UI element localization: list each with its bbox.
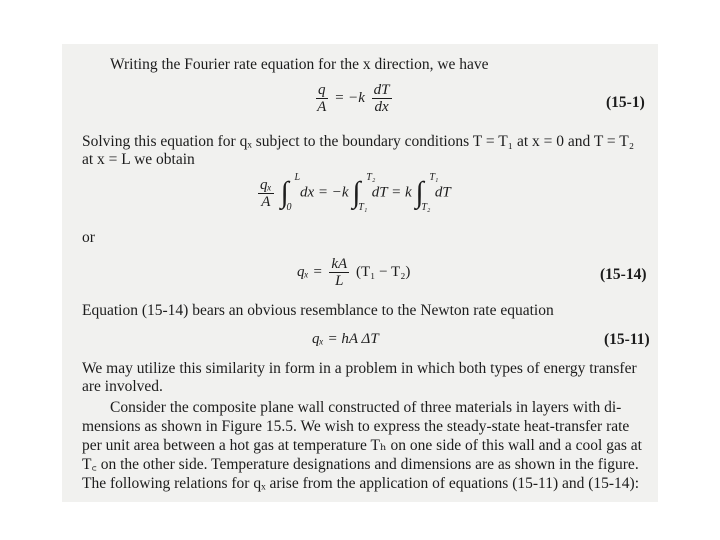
eq1-deriv-num: dT: [373, 82, 390, 98]
paragraph-4-line-1: We may utilize this similarity in form in a problem in which both types of energy transfer: [82, 360, 637, 377]
int1-lower: 0: [286, 202, 292, 213]
int3-lower: T₂: [421, 202, 431, 213]
paragraph-1: Writing the Fourier rate equation for the x direction, we have: [110, 56, 489, 73]
int2-upper: T₂: [366, 172, 376, 183]
paragraph-5-line-5: The following relations for qₓ arise from the application of equations (15-11) and (15-14):: [82, 475, 640, 492]
equation-15-14: [297, 256, 410, 289]
equation-15-14-label: (15-14): [600, 266, 647, 283]
integral-equation: [255, 172, 451, 213]
eq3-rhs: (T₁ − T₂): [355, 263, 411, 280]
eq2-denominator: A: [261, 193, 271, 210]
paragraph-3: Equation (15-14) bears an obvious resemblance to the Newton rate equation: [82, 302, 554, 319]
integral-sign-2: ∫ T₂ T₁: [352, 172, 376, 213]
paragraph-2-line-2: at x = L we obtain: [82, 151, 195, 168]
eq2-numerator: qₓ: [260, 176, 272, 193]
eq2-end: dT: [434, 184, 451, 201]
paragraph-5-line-1: Consider the composite plane wall constructed of three materials in layers with di-: [110, 399, 622, 416]
equation-15-1: [313, 82, 395, 115]
eq2-middle-2: dT = k: [371, 184, 412, 201]
eq3-numerator: kA: [331, 256, 348, 272]
eq1-deriv-den: dx: [374, 99, 389, 115]
eq1-numerator: q: [318, 82, 326, 98]
eq2-middle-1: dx = −k: [299, 184, 349, 201]
int1-upper: L: [294, 172, 301, 183]
equation-15-11-label: (15-11): [604, 331, 650, 348]
paragraph-5-line-3: per unit area between a hot gas at temperature Tₕ on one side of this wall and a cool gas at: [82, 437, 642, 454]
eq3-lhs: qₓ =: [297, 263, 323, 280]
equation-15-1-label: (15-1): [606, 94, 645, 111]
integral-sign-1: ∫ L 0: [280, 172, 301, 213]
equation-15-11: qₓ = hA ΔT: [312, 331, 379, 347]
paragraph-5-line-2: mensions as shown in Figure 15.5. We wish to express the steady-state heat-transfer rate: [82, 418, 630, 435]
or-text: or: [82, 229, 95, 246]
paragraph-2-line-1: Solving this equation for qₓ subject to the boundary conditions T = T₁ at x = 0 and T = T₂: [82, 133, 635, 150]
eq1-denominator: A: [317, 99, 327, 115]
integral-sign-3: ∫ T₁ T₂: [415, 172, 439, 213]
int3-upper: T₁: [429, 172, 439, 183]
int2-lower: T₁: [358, 202, 368, 213]
eq3-denominator: L: [335, 273, 344, 289]
paragraph-5-line-4: T꜀ on the other side. Temperature designations and dimensions are as shown in the figure.: [82, 456, 639, 473]
eq1-middle: = −k: [334, 89, 365, 106]
paragraph-4-line-2: are involved.: [82, 378, 163, 395]
